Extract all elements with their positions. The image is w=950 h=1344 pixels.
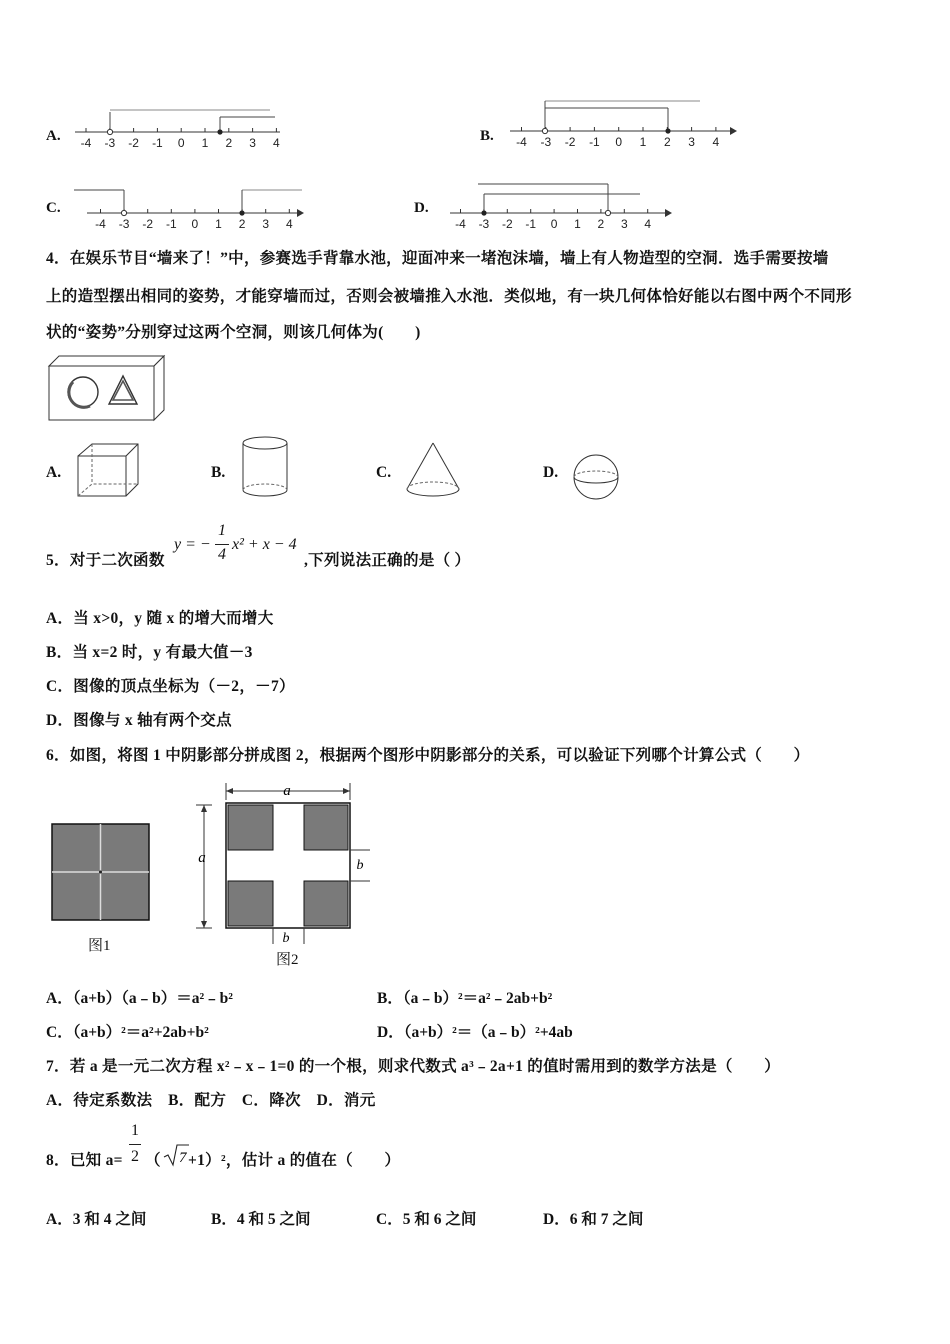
q8-option-a: A．3 和 4 之间 (46, 1211, 147, 1228)
q4-option-a-label: A. (46, 464, 62, 481)
q5-formula-rest: x² + x − 4 (232, 536, 297, 553)
cone-left (407, 443, 433, 489)
q5-option-d: D．图像与 x 轴有两个交点 (46, 712, 232, 729)
q6-figure-2 (190, 778, 370, 946)
q5-formula (174, 524, 302, 568)
cylinder-bottom-front (243, 490, 287, 496)
q4-option-b-label: B. (211, 464, 226, 481)
tick-label: 2 (663, 135, 671, 149)
q5-formula-y: y = − (174, 536, 211, 553)
q5-stem-suffix: ,下列说法正确的是（ ） (304, 552, 471, 569)
q5-option-b: B．当 x=2 时，y 有最大值－3 (46, 644, 253, 661)
tick-label: 0 (615, 135, 623, 149)
tick-label: 2 (597, 217, 605, 231)
wall-top-face (49, 356, 164, 366)
open-point (121, 210, 126, 215)
q5-formula-den: 4 (218, 546, 226, 563)
fig2-shade-bottom-left (228, 881, 273, 926)
tick-label: -2 (564, 135, 576, 149)
q8-sqrt-radicand: 7 (179, 1150, 187, 1166)
tick-label: -4 (80, 136, 92, 150)
tick-label: -4 (455, 217, 466, 231)
tick-label: -1 (525, 217, 537, 231)
tick-label: 0 (550, 217, 558, 231)
q6-option-a-label: A． (46, 990, 73, 1007)
closed-point (239, 210, 244, 215)
q3-option-b-number-line (505, 98, 740, 155)
fig1-center (99, 871, 102, 874)
q8-frac-bar (129, 1144, 141, 1145)
q8-frac-den: 2 (131, 1148, 139, 1165)
q4-option-c-label: C. (376, 464, 392, 481)
tick-label: 4 (644, 217, 652, 231)
q8-frac-num: 1 (131, 1122, 139, 1139)
tick-label: 4 (273, 136, 280, 150)
q8-stem-prefix: 8．已知 a= (46, 1152, 123, 1169)
cylinder-bottom-back (243, 484, 287, 490)
tick-label: -2 (128, 136, 139, 150)
q6-option-d-label: D． (377, 1024, 404, 1041)
tick-label: -4 (95, 217, 106, 231)
fig2-shade-top-left (228, 805, 273, 850)
tick-label: -1 (165, 217, 177, 231)
cone-icon (402, 440, 464, 502)
cube-edge (126, 444, 138, 456)
axis-arrow (665, 209, 672, 217)
axis-arrow (730, 127, 737, 135)
q5-formula-num: 1 (218, 522, 226, 539)
q3-option-d-label: D. (414, 200, 429, 216)
tick-label: -1 (152, 136, 163, 150)
tick-label: -3 (478, 217, 490, 231)
tick-label: -3 (540, 135, 552, 149)
q8-option-b: B．4 和 5 之间 (211, 1211, 311, 1228)
tick-label: 1 (639, 135, 647, 149)
q5-option-c: C．图像的顶点坐标为（－2，－7） (46, 678, 295, 695)
tick-label: 0 (177, 136, 185, 150)
q3-option-c-number-line (72, 182, 312, 234)
tick-label: 4 (712, 135, 720, 149)
q3-option-a-number-line (70, 100, 290, 155)
tick-label: -2 (142, 217, 154, 231)
q5-fraction-bar (215, 544, 229, 545)
cone-base-back (407, 482, 459, 489)
cube-icon (72, 440, 144, 502)
label-b-right: b (356, 858, 364, 873)
tick-label: 1 (215, 217, 222, 231)
cylinder-top (243, 437, 287, 449)
tick-label: -4 (516, 135, 527, 149)
tick-label: 4 (285, 217, 293, 231)
q6-figure-1 (50, 822, 152, 922)
closed-point (217, 129, 222, 134)
q5-option-a: A．当 x>0，y 随 x 的增大而增大 (46, 610, 274, 627)
sphere-icon (570, 452, 624, 502)
q6-option-a-text: （a+b）（a﹣b）＝a²﹣b² (72, 990, 233, 1007)
open-point (107, 129, 112, 134)
tick-label: 1 (201, 136, 209, 150)
q3-option-b-label: B. (480, 128, 494, 144)
tick-label: 2 (238, 217, 246, 231)
label-a-top: a (283, 783, 291, 799)
q6-option-b (377, 986, 552, 1008)
q3-option-c-label: C. (46, 200, 61, 216)
q8-option-c: C．5 和 6 之间 (376, 1211, 477, 1228)
wall-front-face (49, 366, 154, 420)
q3-option-a-label: A. (46, 128, 61, 144)
tick-label: -2 (501, 217, 513, 231)
closed-point (481, 210, 486, 215)
cube-front (78, 456, 126, 496)
q4-option-d-label: D. (543, 464, 559, 481)
q6-option-c-label: C． (46, 1024, 73, 1041)
tick-label: 3 (262, 217, 270, 231)
cylinder-icon (238, 434, 294, 502)
tick-label: 3 (620, 217, 628, 231)
q6-option-c (46, 1020, 209, 1042)
q6-option-a (46, 986, 233, 1008)
q8-option-d: D．6 和 7 之间 (543, 1211, 644, 1228)
dim-a-top-arrow-l (226, 788, 233, 794)
dim-a-top-arrow-r (343, 788, 350, 794)
axis-arrow (297, 209, 304, 217)
label-a-left: a (198, 850, 206, 866)
q8-fraction (129, 1122, 143, 1172)
tick-label: 0 (191, 217, 199, 231)
q4-stem-line-3: 状的“姿势”分别穿过这两个空洞，则该几何体为( ) (46, 324, 421, 341)
dim-a-left-arrow-t (201, 805, 207, 812)
sphere-outline (574, 455, 618, 499)
q4-stem-line-2: 上的造型摆出相同的姿势，才能穿墙而过，否则会被墙推入水池．类似地，有一块几何体恰好能以右图中两个不同形 (46, 288, 852, 305)
q4-wall-figure (46, 352, 168, 422)
q6-option-c-text: （a+b）²＝a²+2ab+b² (72, 1024, 209, 1041)
dim-a-left-arrow-b (201, 921, 207, 928)
q8-sqrt-symbol (162, 1142, 190, 1168)
label-b-bottom: b (282, 931, 290, 946)
tick-label: 2 (225, 136, 233, 150)
tick-label: -1 (589, 135, 600, 149)
open-point (605, 210, 610, 215)
q6-stem: 6．如图，将图 1 中阴影部分拼成图 2，根据两个图形中阴影部分的关系，可以验证下列哪个计算公式（ ） (46, 747, 810, 764)
q3-option-d-number-line (440, 178, 680, 234)
tick-label: 3 (688, 135, 695, 149)
tick-label: -3 (104, 136, 116, 150)
q7-stem: 7．若 a 是一元二次方程 x²﹣x﹣1=0 的一个根，则求代数式 a³﹣2a+1 的值时需用到的数学方法是（ ） (46, 1058, 781, 1075)
closed-point (665, 128, 670, 133)
q7-options: A．待定系数法 B．配方 C．降次 D．消元 (46, 1092, 376, 1109)
cone-base-front (407, 489, 459, 496)
q6-option-b-label: B． (377, 990, 403, 1007)
wall-side-face (154, 356, 164, 420)
fig2-shade-top-right (304, 805, 348, 850)
fig2-shade-bottom-right (304, 881, 348, 926)
q8-paren-open: （ (145, 1152, 161, 1169)
q5-stem-prefix: 5．对于二次函数 (46, 552, 165, 569)
tick-label: 1 (574, 217, 581, 231)
q6-option-d (377, 1020, 573, 1042)
tick-label: 3 (249, 136, 256, 150)
q8-stem-rest: +1）²，估计 a 的值在（ ） (188, 1152, 401, 1169)
q4-stem-line-1: 4．在娱乐节目“墙来了！”中，参赛选手背靠水池，迎面冲来一堵泡沫墙，墙上有人物造型的空洞．选手需要按墙 (46, 250, 829, 267)
q6-figure-2-caption: 图2 (276, 952, 299, 968)
q6-figure-1-caption: 图1 (88, 938, 111, 954)
q6-option-b-text: （a﹣b）²＝a²﹣2ab+b² (402, 990, 553, 1007)
open-point (542, 128, 547, 133)
tick-label: -3 (118, 217, 130, 231)
q6-option-d-text: （a+b）²＝（a﹣b）²+4ab (403, 1024, 573, 1041)
